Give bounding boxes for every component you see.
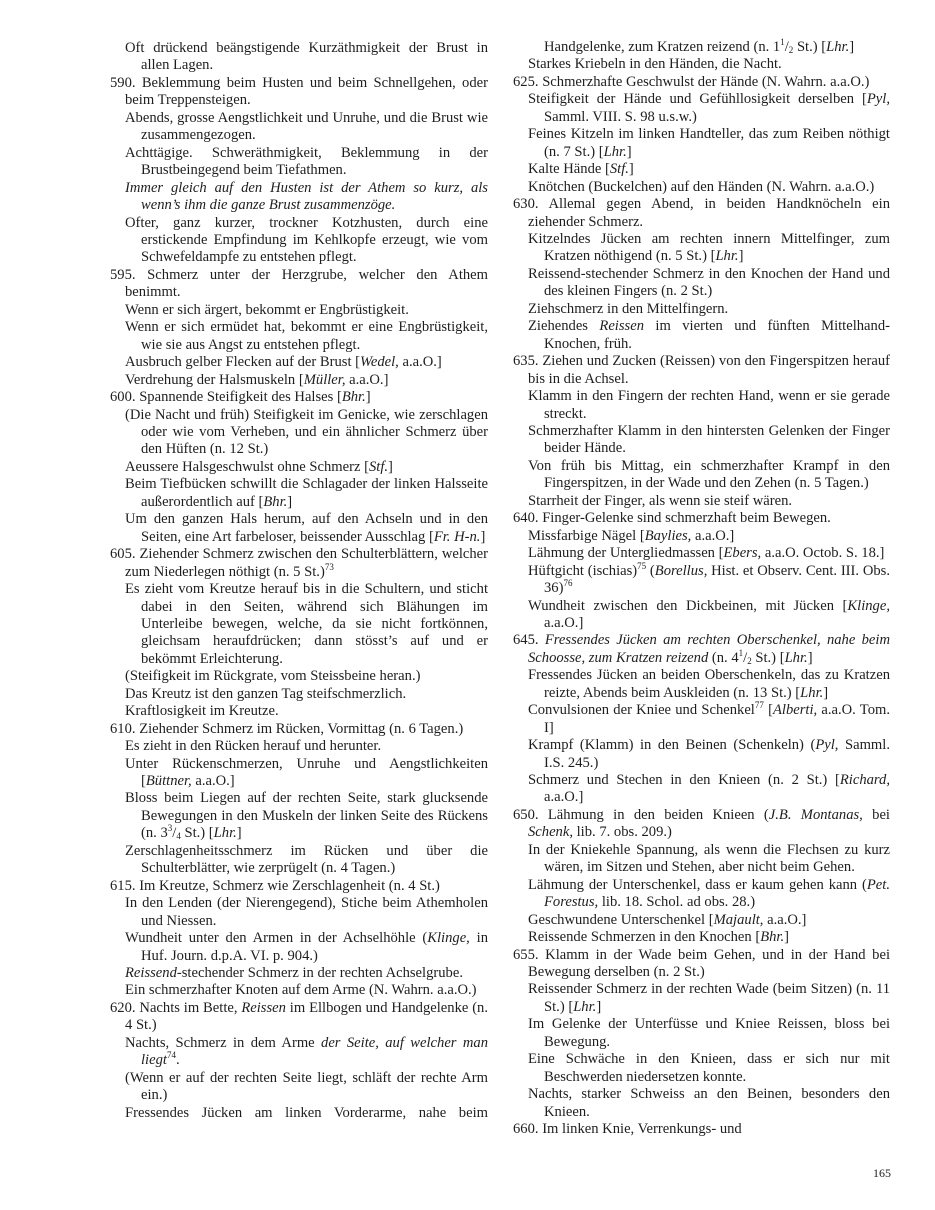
italic-text: Klinge,	[847, 597, 890, 614]
right-column	[513, 39, 890, 1139]
footnote-ref: 73	[324, 561, 334, 572]
entry-text: (Steifigkeit im Rückgrate, vom Steissbeine heran.)	[125, 668, 421, 685]
numbered-entry	[513, 74, 890, 91]
entry-text: Handgelenke, zum Kratzen reizend (n. 1	[544, 39, 781, 55]
entry-text: St.) [	[793, 39, 827, 55]
symptom-entry	[528, 91, 890, 126]
symptom-entry	[528, 179, 890, 196]
italic-text: J.B. Montanas,	[768, 806, 863, 823]
symptom-entry	[125, 1035, 488, 1070]
symptom-entry	[125, 407, 488, 459]
entry-text: St.) [	[180, 825, 214, 842]
symptom-entry	[528, 1051, 890, 1086]
italic-text: Lhr.	[603, 143, 627, 160]
symptom-entry	[528, 301, 890, 318]
entry-text: a.a.O.]	[544, 614, 584, 631]
entry-text: Allemal gegen Abend, in beiden Handknöcheln ein ziehender Schmerz.	[528, 196, 890, 230]
entry-number: 605.	[110, 546, 140, 563]
numbered-entry	[513, 353, 890, 388]
entry-text: Hüftgicht (ischias)	[528, 562, 638, 579]
symptom-entry	[125, 965, 488, 982]
entry-text: a.a.O.]	[191, 773, 235, 790]
left-column	[110, 40, 488, 1122]
symptom-entry	[528, 39, 890, 56]
entry-text: lib. 18. Schol. ad obs. 28.)	[598, 894, 756, 911]
entry-text: Samml. VIII. S. 98 u.s.w.)	[544, 108, 697, 125]
italic-text: Schenk,	[528, 824, 573, 841]
symptom-entry	[528, 231, 890, 266]
numbered-entry	[110, 75, 488, 110]
entry-text: Nachts im Bette,	[139, 999, 242, 1016]
entry-text: .	[175, 1052, 180, 1069]
symptom-entry	[528, 929, 890, 946]
symptom-entry	[528, 1086, 890, 1121]
symptom-entry	[125, 511, 488, 546]
numbered-entry	[513, 196, 890, 231]
italic-text: Wedel,	[360, 354, 399, 371]
italic-text: der Seite, auf welcher man liegt	[141, 1034, 488, 1069]
symptom-entry	[528, 1016, 890, 1051]
symptom-entry	[125, 895, 488, 930]
entry-text: Ofter, ganz kurzer, trockner Kotzhusten, durch eine erstickende Empfindung im Kehlkopfe erzeugt, wie vom Schwefeldampfe zu entstehen pflegt.	[125, 214, 488, 266]
entry-text: Oft drückend beängstigende Kurzäthmigkeit der Brust in allen Lagen.	[125, 40, 488, 74]
entry-text: Im linken Knie, Verrenkungs- und	[542, 1121, 742, 1138]
entry-text: (	[646, 562, 655, 579]
entry-text: 4	[176, 831, 181, 842]
entry-text: a.a.O. Octob. S. 18.]	[761, 545, 885, 562]
symptom-entry	[125, 110, 488, 145]
italic-text: Stf.	[609, 161, 629, 178]
entry-number: 615.	[110, 877, 140, 894]
entry-number: 625.	[513, 73, 543, 90]
symptom-entry	[125, 476, 488, 511]
symptom-entry	[528, 560, 890, 598]
entry-number: 635.	[513, 353, 543, 370]
numbered-entry	[513, 947, 890, 982]
symptom-entry	[125, 319, 488, 354]
entry-text: im Ellbogen und Handgelenke (n. 4 St.)	[125, 999, 489, 1034]
italic-text: Fr. H-n.	[433, 528, 481, 545]
entry-text: Aeussere Halsgeschwulst ohne Schmerz [	[125, 458, 369, 475]
entry-text: Convulsionen der Kniee und Schenkel	[528, 702, 755, 719]
entry-text: Kraftlosigkeit im Kreutze.	[125, 703, 279, 720]
entry-text: Wundheit zwischen den Dickbeinen, mit Jücken [	[528, 597, 848, 614]
entry-text: Zerschlagenheitsschmerz im Rücken und über die Schulterblätter, wie zerprügelt (n. 4 Tagen.)	[125, 842, 488, 877]
footnote-ref: 1	[780, 37, 785, 47]
entry-number: 655.	[513, 946, 546, 963]
entry-text: a.a.O. Tom. I]	[544, 702, 890, 736]
entry-text: lib. 7. obs. 209.)	[572, 824, 672, 841]
entry-text: In der Kniekehle Spannung, als wenn die Flechsen zu kurz wären, im Sitzen und Stehen, aber nicht beim Gehen.	[528, 841, 890, 876]
entry-text: Klamm in den Fingern der rechten Hand, wenn er sie gerade streckt.	[528, 388, 890, 422]
italic-text: Pet. Forestus,	[544, 876, 890, 911]
numbered-entry	[513, 510, 890, 527]
footnote-ref: 1	[738, 647, 744, 658]
symptom-entry	[528, 388, 890, 423]
numbered-entry	[110, 721, 488, 738]
italic-text: Bhr.	[760, 929, 785, 946]
symptom-entry	[125, 790, 488, 842]
italic-text: Bhr.	[263, 493, 288, 510]
numbered-entry	[513, 1121, 890, 1138]
entry-text: (Wenn er auf der rechten Seite liegt, schläft der rechte Arm ein.)	[125, 1069, 488, 1104]
entry-text: a.a.O.]	[544, 789, 584, 806]
entry-number: 645.	[513, 632, 545, 649]
entry-text: Kalte Hände [	[528, 161, 610, 178]
entry-text: ]	[626, 143, 632, 160]
entry-text: ]	[236, 825, 242, 842]
entry-text: Ziehschmerz in den Mittelfingern.	[528, 300, 729, 317]
entry-text: Wundheit unter den Armen in der Achselhöhle (	[125, 930, 428, 947]
symptom-entry	[528, 318, 890, 353]
entry-text: Verdrehung der Halsmuskeln [	[125, 371, 304, 388]
footnote-ref: 77	[754, 700, 764, 711]
entry-text: Reissender Schmerz in der rechten Wade (beim Sitzen) (n. 11 St.) [	[528, 981, 890, 1015]
italic-text: Ebers,	[723, 545, 762, 562]
symptom-entry	[125, 843, 488, 878]
symptom-entry	[125, 686, 488, 703]
entry-number: 660.	[513, 1121, 543, 1138]
symptom-entry	[528, 702, 890, 737]
entry-text: Krampf (Klamm) in den Beinen (Schenkeln) (	[528, 737, 816, 754]
entry-number: 610.	[110, 720, 140, 737]
symptom-entry	[528, 56, 890, 73]
entry-text: ]	[628, 161, 634, 178]
entry-number: 650.	[513, 806, 548, 823]
entry-number: 630.	[513, 196, 549, 213]
symptom-entry	[528, 126, 890, 161]
entry-text: Lähmung der Unterschenkel, dass er kaum gehen kann (	[528, 876, 867, 893]
entry-number: 590.	[110, 74, 142, 91]
entry-text: Von früh bis Mittag, ein schmerzhafter Krampf in den Fingerspitzen, in der Wade und den Zehen (n. 5 Tagen.)	[528, 457, 890, 492]
entry-text: im vierten und fünften Mittelhand-Knochen, früh.	[544, 318, 890, 352]
entry-text: -stechender Schmerz in der rechten Achselgrube.	[176, 965, 463, 982]
entry-text: ]	[365, 389, 371, 406]
italic-text: Bhr.	[341, 389, 366, 406]
entry-text: (Die Nacht und früh) Steifigkeit im Genicke, wie zerschlagen oder wie vom Verheben, und ein ähnlicher Schmerz über den Hüften (n. 12 St.)	[125, 406, 488, 458]
entry-text: Achttägige. Schweräthmigkeit, Beklemmung in der Brustbeingegend beim Tiefathmen.	[125, 144, 488, 179]
entry-text: Um den ganzen Hals herum, auf den Achseln und in den Seiten, eine Art farbeloser, beissender Ausschlag [	[125, 511, 488, 545]
symptom-entry	[528, 458, 890, 493]
italic-text: Stf.	[368, 458, 389, 475]
entry-text: ]	[784, 929, 790, 946]
symptom-entry	[125, 302, 488, 319]
entry-text: a.a.O.]	[398, 354, 442, 371]
entry-text: Es zieht vom Kreutze herauf bis in die Schultern, und sticht dabei in den Seiten, während sich Blähungen im Unterleibe bewegen, welche, da sie nicht fortkönnen, gleichsam heraufdrücken; dann stösst’s auf und er bekömmt Erleichterung.	[125, 581, 488, 667]
italic-text: Immer gleich auf den Husten ist der Athem so kurz, als wenn’s ihm die ganze Brust zusammenzöge.	[125, 179, 488, 214]
entry-text: in Huf. Journ. d.p.A. VI. p. 904.)	[141, 930, 488, 964]
entry-text: Beklemmung beim Husten und beim Schnellgehen, oder beim Treppensteigen.	[125, 74, 488, 109]
entry-text: bei	[862, 806, 890, 823]
page-number: 165	[873, 1166, 891, 1180]
entry-text: ]	[596, 998, 602, 1015]
entry-text: 2	[788, 45, 794, 55]
symptom-entry	[125, 1105, 488, 1122]
symptom-entry	[125, 1070, 488, 1105]
numbered-entry	[110, 1000, 488, 1035]
italic-text: Pyl,	[866, 91, 890, 108]
entry-text: In den Lenden (der Nierengegend), Stiche beim Athemholen und Niessen.	[125, 895, 488, 929]
entry-text: Schmerzhafter Klamm in den hintersten Gelenken der Finger beider Hände.	[528, 422, 890, 457]
entry-text: Wenn er sich ermüdet hat, bekommt er eine Engbrüstigkeit, wie sie aus Angst zu entstehen pflegt.	[125, 319, 488, 353]
symptom-entry	[528, 545, 890, 562]
entry-text: Finger-Gelenke sind schmerzhaft beim Bewegen.	[542, 510, 831, 527]
entry-text: Knötchen (Buckelchen) auf den Händen (N. Wahrn. a.a.O.)	[528, 178, 875, 195]
symptom-entry	[125, 40, 488, 75]
entry-text: ]	[849, 39, 855, 55]
italic-text: Müller,	[303, 371, 346, 388]
entry-text: Fressendes Jücken am linken Vorderarme, nahe beim	[125, 1104, 488, 1121]
symptom-entry	[125, 180, 488, 215]
entry-text: Wenn er sich ärgert, bekommt er Engbrüstigkeit.	[125, 301, 409, 318]
entry-text: [	[763, 702, 773, 719]
entry-text: Geschwundene Unterschenkel [	[528, 911, 714, 928]
symptom-entry	[528, 528, 890, 545]
entry-text: Feines Kitzeln im linken Handteller, das zum Reiben nöthigt (n. 7 St.) [	[528, 126, 890, 160]
entry-text: Spannende Steifigkeit des Halses [	[139, 389, 342, 406]
entry-text: Hist. et Observ. Cent. III. Obs. 36)	[544, 562, 890, 597]
entry-number: 620.	[110, 999, 140, 1016]
entry-text: a.a.O.]	[345, 371, 389, 388]
symptom-entry	[528, 877, 890, 912]
entry-text: ]	[738, 248, 744, 265]
entry-text: ]	[823, 684, 829, 701]
symptom-entry	[125, 372, 488, 389]
italic-text: Reissen	[599, 318, 644, 335]
symptom-entry	[125, 145, 488, 180]
entry-number: 640.	[513, 510, 543, 527]
symptom-entry	[125, 354, 488, 371]
entry-text: Das Kreutz ist den ganzen Tag steifschmerzlich.	[125, 685, 407, 702]
entry-text: Ausbruch gelber Flecken auf der Brust [	[125, 354, 361, 371]
symptom-entry	[125, 738, 488, 755]
italic-text: Klinge,	[427, 930, 470, 947]
entry-text: Eine Schwäche in den Knieen, dass er sich nur mit Beschwerden niedersetzen konnte.	[528, 1051, 890, 1085]
symptom-entry	[125, 930, 488, 965]
entry-text: ]	[807, 649, 813, 666]
footnote-ref: 75	[637, 560, 647, 571]
entry-number: 595.	[110, 266, 148, 283]
entry-text: Nachts, Schmerz in dem Arme	[125, 1034, 322, 1051]
entry-text: a.a.O.]	[691, 527, 735, 544]
entry-text: /	[172, 825, 177, 842]
italic-text: Lhr.	[715, 248, 739, 265]
entry-text: Ein schmerzhafter Knoten auf dem Arme (N. Wahrn. a.a.O.)	[125, 982, 477, 999]
entry-text: Schmerzhafte Geschwulst der Hände (N. Wahrn. a.a.O.)	[542, 73, 870, 90]
entry-text: Im Kreutze, Schmerz wie Zerschlagenheit (n. 4 St.)	[139, 877, 440, 894]
entry-text: Nachts, starker Schweiss an den Beinen, besonders den Knieen.	[528, 1086, 890, 1120]
entry-text: /	[743, 649, 748, 666]
entry-text: Schmerz und Stechen in den Knieen (n. 2 St.) [	[528, 772, 840, 789]
symptom-entry	[125, 703, 488, 720]
entry-text: Ziehendes	[528, 318, 600, 335]
italic-text: Borellus,	[654, 562, 708, 579]
italic-text: Pyl,	[815, 737, 839, 754]
entry-text: Lähmung in den beiden Knieen (	[547, 806, 769, 823]
entry-text: Im Gelenke der Unterfüsse und Kniee Reissen, bloss bei Bewegung.	[528, 1016, 890, 1050]
entry-text: St.) [	[751, 649, 785, 666]
symptom-entry	[528, 772, 890, 807]
symptom-entry	[528, 737, 890, 772]
symptom-entry	[125, 459, 488, 476]
italic-text: Alberti,	[772, 702, 818, 719]
italic-text: Fressendes Jücken am rechten Oberschenkel, nahe beim Schoosse, zum Kratzen reizend	[528, 632, 891, 666]
italic-text: Reissend	[125, 965, 177, 982]
symptom-entry	[125, 581, 488, 668]
symptom-entry	[528, 423, 890, 458]
entry-text: Starkes Kriebeln in den Händen, die Nacht.	[528, 56, 782, 73]
entry-text: 2	[747, 655, 752, 666]
symptom-entry	[528, 667, 890, 702]
footnote-ref: 3	[167, 823, 173, 834]
italic-text: Richard,	[839, 772, 890, 789]
symptom-entry	[125, 668, 488, 685]
italic-text: Reissen	[241, 999, 286, 1016]
entry-text: Es zieht in den Rücken herauf und herunter.	[125, 738, 382, 755]
entry-text: Ziehender Schmerz im Rücken, Vormittag (n. 6 Tagen.)	[139, 720, 464, 737]
numbered-entry	[110, 389, 488, 406]
footnote-ref: 74	[166, 1050, 176, 1061]
entry-text: Lähmung der Untergliedmassen [	[528, 545, 724, 562]
entry-text: ]	[480, 528, 486, 545]
entry-text: /	[784, 39, 789, 55]
entry-text: Missfarbige Nägel [	[528, 527, 645, 544]
entry-text: Reissend-stechender Schmerz in den Knochen der Hand und des kleinen Fingers (n. 2 St.)	[528, 265, 890, 300]
symptom-entry	[528, 981, 890, 1016]
entry-text: a.a.O.]	[763, 911, 807, 928]
entry-text: Ziehender Schmerz zwischen den Schulterblättern, welcher zum Niederlegen nöthigt (n. 5 St.)	[125, 546, 489, 580]
entry-text: Steifigkeit der Hände und Gefühllosigkeit derselben [	[528, 91, 867, 108]
italic-text: Lhr.	[213, 825, 237, 842]
entry-text: Reissende Schmerzen in den Knochen [	[528, 929, 761, 946]
footnote-ref: 76	[563, 578, 573, 589]
numbered-entry	[110, 546, 488, 581]
italic-text: Baylies,	[644, 527, 692, 544]
entry-text: (n. 4	[708, 649, 739, 666]
symptom-entry	[528, 912, 890, 929]
numbered-entry	[110, 267, 488, 302]
symptom-entry	[125, 982, 488, 999]
entry-text: Samml. I.S. 245.)	[544, 737, 890, 771]
entry-text: ]	[388, 458, 393, 475]
entry-text: Bloss beim Liegen auf der rechten Seite, stark glucksende Bewegungen in den Muskeln der linken Seite des Rückens (n. 3	[125, 790, 488, 842]
italic-text: Lhr.	[784, 649, 808, 666]
numbered-entry	[513, 807, 890, 842]
entry-text: ]	[287, 493, 293, 510]
entry-text: Klamm in der Wade beim Gehen, und in der Hand bei Bewegung derselben (n. 2 St.)	[528, 946, 890, 981]
italic-text: Büttner,	[145, 773, 192, 790]
numbered-entry	[513, 632, 890, 667]
symptom-entry	[528, 266, 890, 301]
entry-text: Fressendes Jücken an beiden Oberschenkeln, das zu Kratzen reizte, Abends beim Auskleiden (n. 13 St.) [	[528, 667, 890, 701]
italic-text: Lhr.	[573, 998, 597, 1015]
entry-text: Schmerz unter der Herzgrube, welcher den Athem benimmt.	[125, 266, 489, 301]
italic-text: Majault,	[713, 911, 764, 928]
italic-text: Lhr.	[800, 684, 824, 701]
entry-text: Abends, grosse Aengstlichkeit und Unruhe, und die Brust wie zusammengezogen.	[125, 109, 488, 144]
entry-text: Unter Rückenschmerzen, Unruhe und Aengstlichkeiten [	[125, 755, 488, 790]
italic-text: Lhr.	[826, 39, 850, 55]
symptom-entry	[528, 598, 890, 633]
entry-text: Ziehen und Zucken (Reissen) von den Fingerspitzen herauf bis in die Achsel.	[528, 353, 891, 387]
symptom-entry	[125, 215, 488, 267]
entry-number: 600.	[110, 389, 140, 406]
entry-text: Kitzelndes Jücken am rechten innern Mittelfinger, zum Kratzen nöthigend (n. 5 St.) [	[528, 230, 890, 265]
symptom-entry	[528, 842, 890, 877]
symptom-entry	[528, 493, 890, 510]
numbered-entry	[110, 878, 488, 895]
entry-text: Starrheit der Finger, als wenn sie steif wären.	[528, 492, 793, 509]
symptom-entry	[125, 756, 488, 791]
symptom-entry	[528, 161, 890, 178]
entry-text: Beim Tiefbücken schwillt die Schlagader der linken Halsseite außerordentlich auf [	[125, 476, 488, 510]
